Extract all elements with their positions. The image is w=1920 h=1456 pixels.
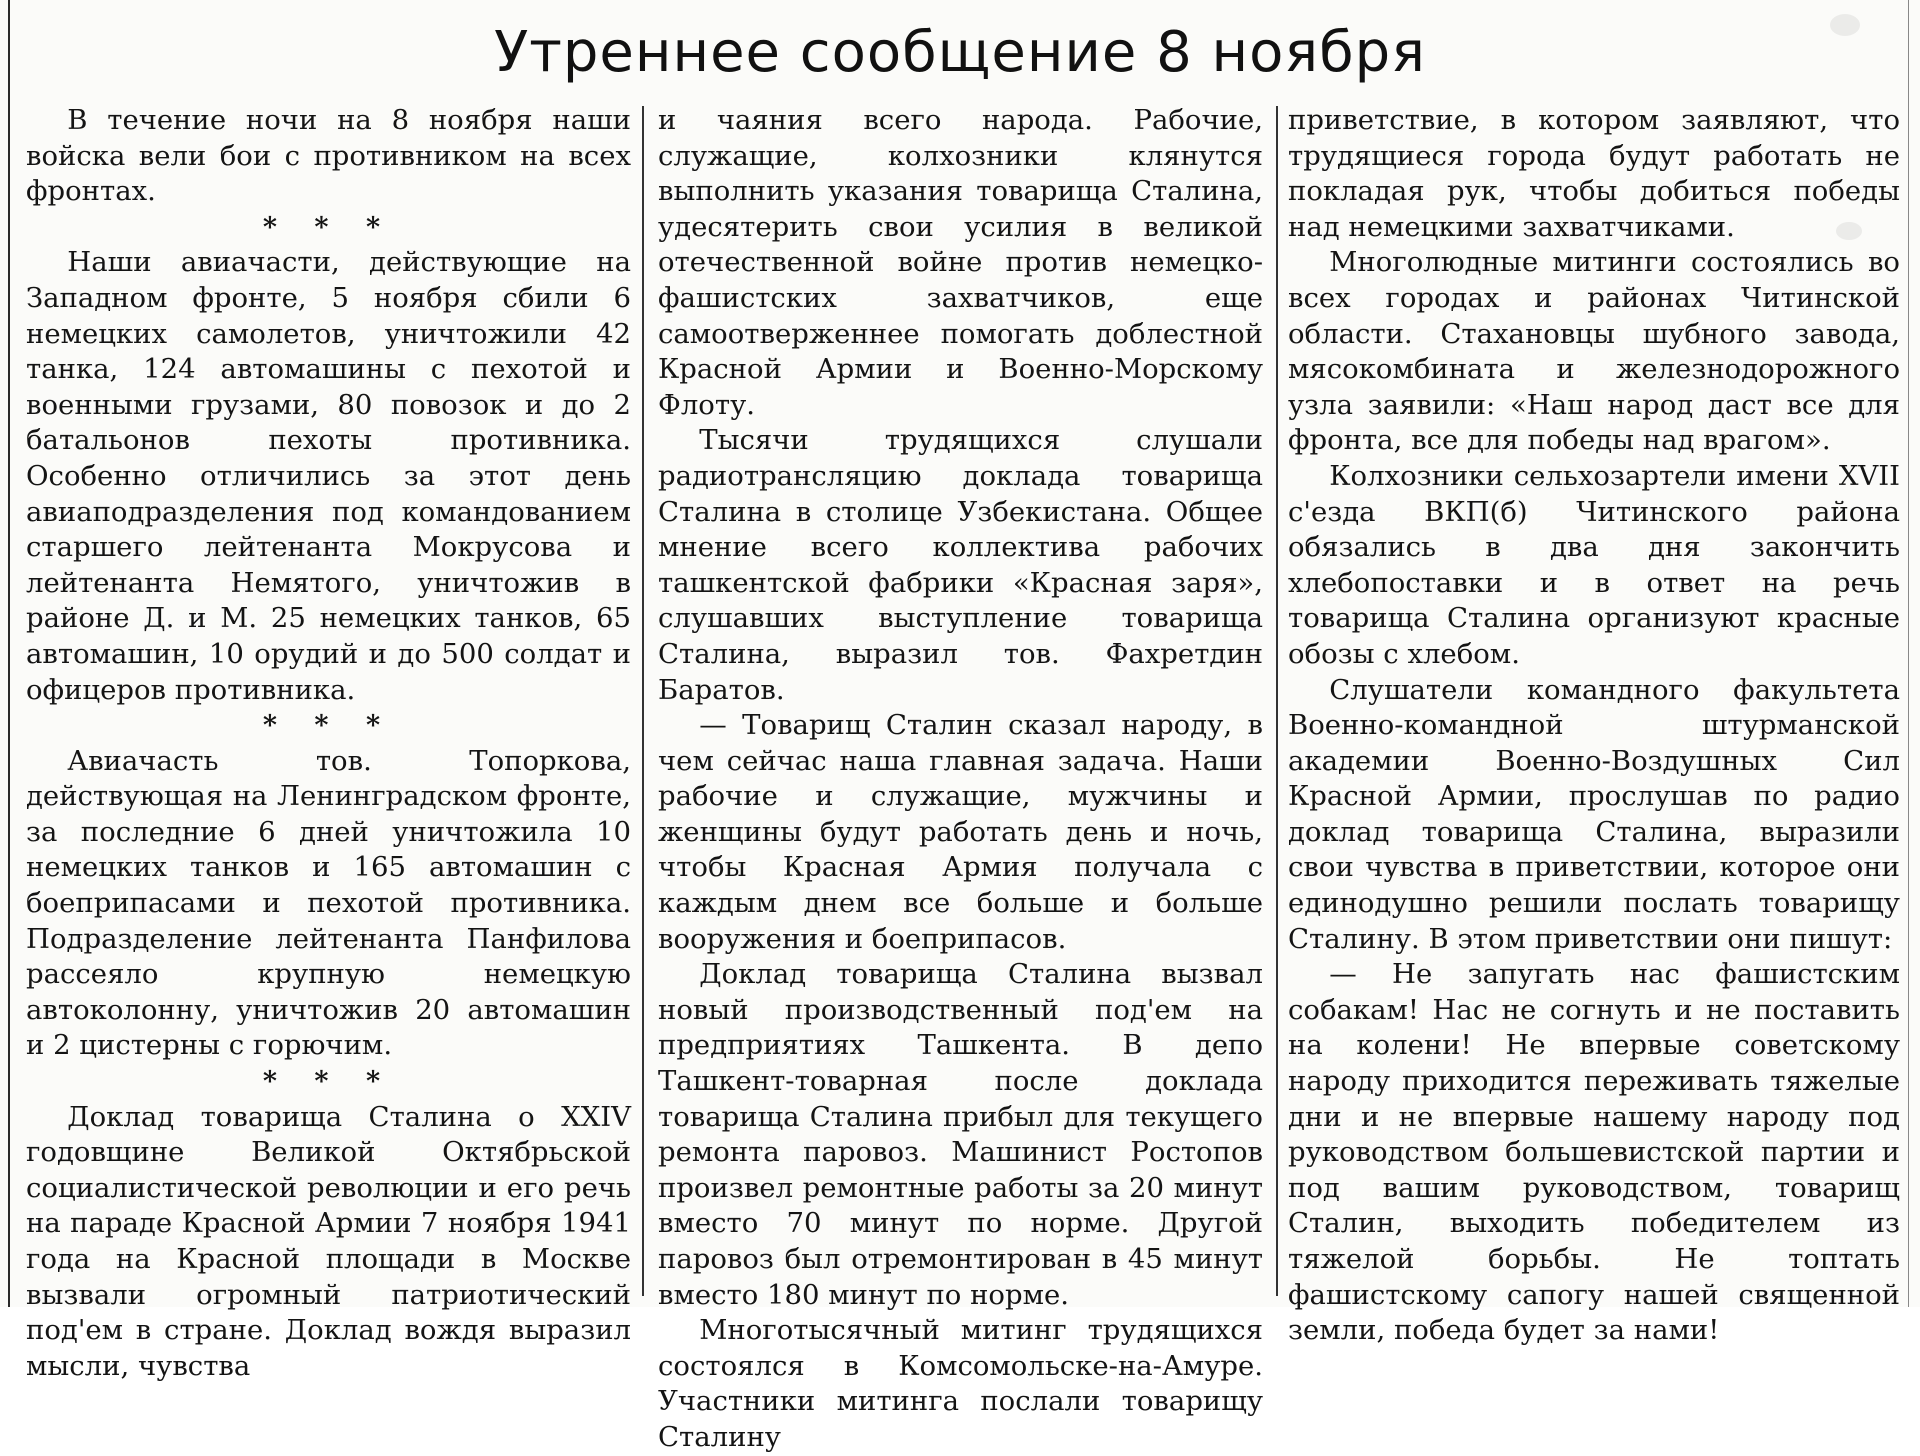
paragraph-tashkent-broadcast: Тысячи трудящихся слушали радиотрансляцию доклада товарища Сталина в столице Узбекистана. Общее мнение всего коллектива рабочих ташкентской фабрики «Красная заря», слушавших выступление товарища Сталина, выразил тов. Фахретдин Баратов. — [658, 424, 1263, 706]
section-separator: * * * — [262, 710, 395, 742]
paragraph-academy-greeting-quote: — Не запугать нас фашистским собакам! Нас не согнуть и не поставить на колени! Не впервые советскому народу приходится переживать тяжелые дни и не впервые нашему народу под руководством большевистской партии и под вашим руководством, товарищ Сталин, выходить победителем из тяжелой борьбы. Не топтать фашистскому сапогу нашей священной земли, победа будет за нами! — [1288, 958, 1900, 1347]
paragraph-stalin-report: Доклад товарища Сталина о XXIV годовщине Великой Октябрьской социалистической революции и его речь на параде Красной Армии 7 ноября 1941 года на Красной площади в Москве вызвали огромный патриотический под'ем в стране. Доклад вождя выразил мысли, чувства — [26, 1100, 631, 1382]
column-rule — [1276, 106, 1278, 1296]
section-separator: * * * — [262, 1066, 395, 1098]
article-column-2 — [658, 103, 1263, 1453]
paragraph-continued-workers-pledge: и чаяния всего народа. Рабочие, служащие, колхозники клянутся выполнить указания товарища Сталина, удесятерить свои усилия в великой отечественной войне против немецко-фашистских захватчиков, еще самоотверженнее помогать доблестной Красной Армии и Военно-Морскому Флоту. — [658, 104, 1263, 421]
paragraph-tashkent-depot: Доклад товарища Сталина вызвал новый производственный под'ем на предприятиях Ташкента. В депо Ташкент-товарная после доклада товарища Сталина прибыл для текущего ремонта паровоз. Машинист Ростопов произвел ремонтные работы за 20 минут вместо 70 минут по норме. Другой паровоз был отремонтирован в 45 минут вместо 180 минут по норме. — [658, 958, 1263, 1311]
paragraph-collective-farmers: Колхозники сельхозартели имени XVII с'езда ВКП(б) Читинского района обязались в два дня закончить хлебопоставки и в ответ на речь товарища Сталина организуют красные обозы с хлебом. — [1288, 459, 1900, 670]
paragraph-academy-students: Слушатели командного факультета Военно-командной штурманской академии Военно-Воздушных Сил Красной Армии, прослушав по радио доклад товарища Сталина, выразили свои чувства в приветствии, которое они единодушно решили послать товарищу Сталину. В этом приветствии они пишут: — [1288, 673, 1900, 955]
paragraph-chita-meetings: Многолюдные митинги состоялись во всех городах и районах Читинской области. Стахановцы шубного завода, мясокомбината и железнодорожного узла заявили: «Наш народ даст все для фронта, все для победы над врагом». — [1288, 246, 1900, 457]
paragraph-continued-greeting: приветствие, в котором заявляют, что трудящиеся города будут работать не покладая рук, чтобы добиться победы над немецкими захватчиками. — [1288, 104, 1900, 243]
article-column-3 — [1288, 103, 1900, 1347]
paragraph-night-fighting: В течение ночи на 8 ноября наши войска вели бои с противником на всех фронтах. — [26, 104, 631, 208]
paragraph-western-front-aviation: Наши авиачасти, действующие на Западном фронте, 5 ноября сбили 6 немецких самолетов, уничтожили 42 танка, 124 автомашины с пехотой и военными грузами, 80 повозок и до 2 батальонов пехоты противника. Особенно отличились за этот день авиаподразделения под командованием старшего лейтенанта Мокрусова и лейтенанта Немятого, уничтожив в районе Д. и М. 25 немецких танков, 65 автомашин, 10 орудий и до 500 солдат и офицеров противника. — [26, 246, 631, 706]
section-separator: * * * — [262, 211, 395, 243]
paper-blemish — [1836, 222, 1862, 240]
paper-blemish — [1830, 14, 1860, 36]
column-rule — [642, 106, 644, 1296]
paragraph-leningrad-front-aviation: Авиачасть тов. Топоркова, действующая на Ленинградском фронте, за последние 6 дней уничтожила 10 немецких танков и 165 автомашин с боеприпасами и пехотой противника. Подразделение лейтенанта Панфилова рассеяло крупную немецкую автоколонну, уничтожив 20 автомашин и 2 цистерны с горючим. — [26, 744, 631, 1062]
left-page-edge — [8, 0, 10, 1307]
article-column-1 — [26, 103, 631, 1382]
right-page-edge — [1908, 0, 1909, 1307]
article-headline: Утреннее сообщение 8 ноября — [494, 20, 1426, 85]
paragraph-komsomolsk-meeting: Многотысячный митинг трудящихся состоялся в Комсомольске-на-Амуре. Участники митинга послали товарищу Сталину — [658, 1314, 1263, 1453]
paragraph-baratov-quote: — Товарищ Сталин сказал народу, в чем сейчас наша главная задача. Наши рабочие и служащие, мужчины и женщины будут работать день и ночь, чтобы Красная Армия получала с каждым днем все больше и больше вооружения и боеприпасов. — [658, 709, 1263, 955]
